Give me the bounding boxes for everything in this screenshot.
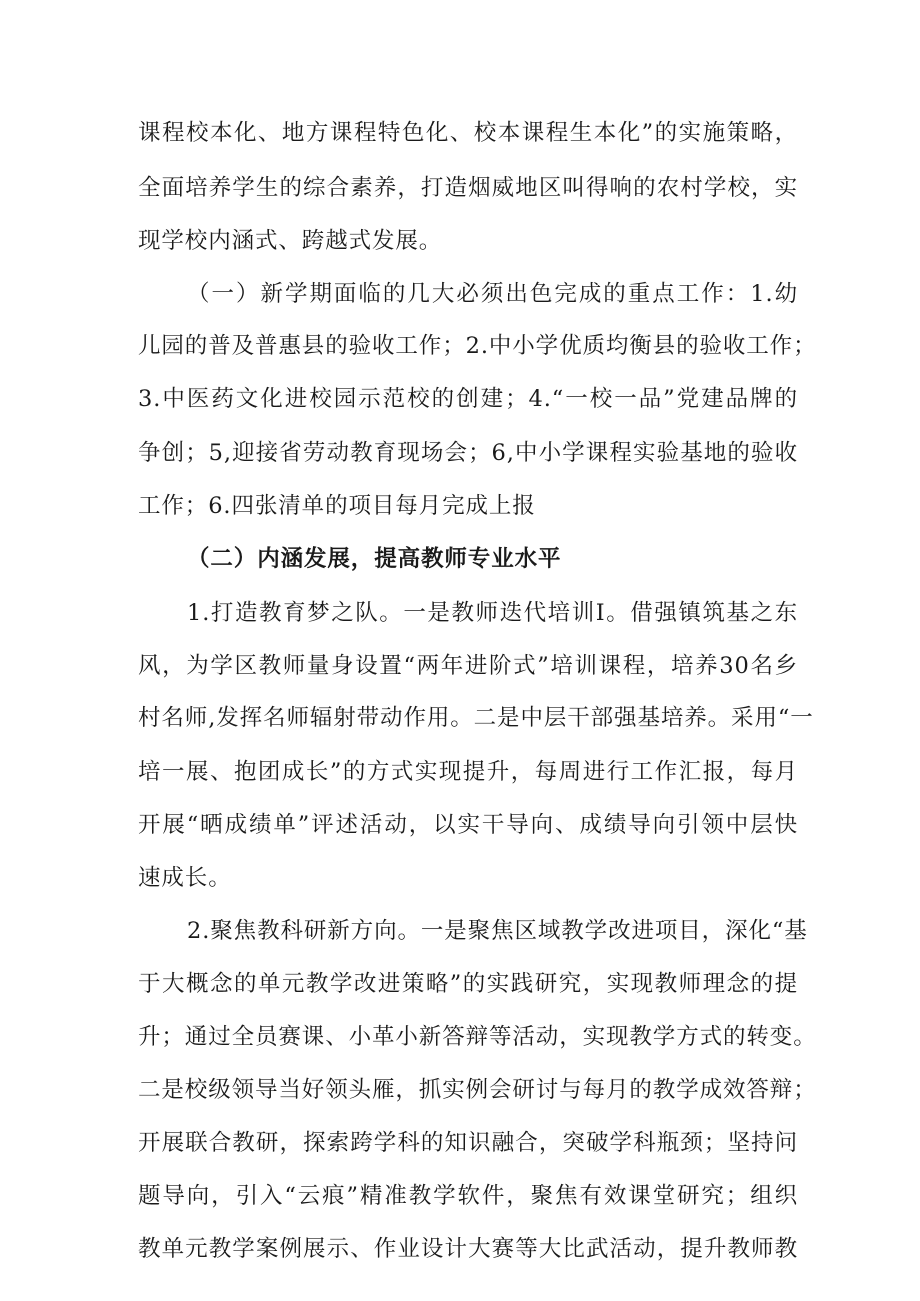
paragraph-line: 风，为学区教师量身设置“两年进阶式”培训课程，培养30名乡 xyxy=(138,653,798,679)
paragraph-line: 现学校内涵式、跨越式发展。 xyxy=(138,228,443,254)
section-heading-line: （一）新学期面临的几大必须出色完成的重点工作：1.幼 xyxy=(187,281,798,307)
paragraph-line: 1.打造教育梦之队。一是教师迭代培训Ⅰ。借强镇筑基之东 xyxy=(187,600,798,626)
paragraph-line: 村名师,发挥名师辐射带动作用。二是中层干部强基培养。采用“一 xyxy=(138,705,814,731)
paragraph-line: 二是校级领导当好领头雁，抓实例会研讨与每月的教学成效答辩； xyxy=(138,1077,817,1103)
paragraph-line: 培一展、抱团成长”的方式实现提升，每周进行工作汇报，每月 xyxy=(138,759,798,785)
paragraph-line: 开展联合教研，探索跨学科的知识融合，突破学科瓶颈；坚持问 xyxy=(138,1130,798,1156)
paragraph-line: 教单元教学案例展示、作业设计大赛等大比武活动，提升教师教 xyxy=(138,1236,798,1262)
paragraph-line: 争创；5,迎接省劳动教育现场会；6,中小学课程实验基地的验收 xyxy=(138,440,798,466)
paragraph-line: 课程校本化、地方课程特色化、校本课程生本化”的实施策略， xyxy=(138,120,798,146)
paragraph-line: 升；通过全员赛课、小革小新答辩等活动，实现教学方式的转变。 xyxy=(138,1024,817,1050)
paragraph-line: 2.聚焦教科研新方向。一是聚焦区域教学改进项目，深化“基 xyxy=(187,918,808,944)
paragraph-line: 工作；6.四张清单的项目每月完成上报 xyxy=(138,493,536,519)
section-heading: （二）内涵发展，提高教师专业水平 xyxy=(187,546,562,572)
paragraph-line: 3.中医药文化进校园示范校的创建；4.“一校一品”党建品牌的 xyxy=(138,386,798,412)
paragraph-line: 速成长。 xyxy=(138,865,232,891)
paragraph-line: 儿园的普及普惠县的验收工作；2.中小学优质均衡县的验收工作； xyxy=(138,333,817,359)
paragraph-line: 于大概念的单元教学改进策略”的实践研究，实现教师理念的提 xyxy=(138,971,798,997)
paragraph-line: 全面培养学生的综合素养，打造烟威地区叫得响的农村学校，实 xyxy=(138,175,798,201)
paragraph-line: 题导向，引入“云痕”精准教学软件，聚焦有效课堂研究；组织 xyxy=(138,1183,798,1209)
paragraph-line: 开展“晒成绩单”评述活动，以实干导向、成绩导向引领中层快 xyxy=(138,812,798,838)
